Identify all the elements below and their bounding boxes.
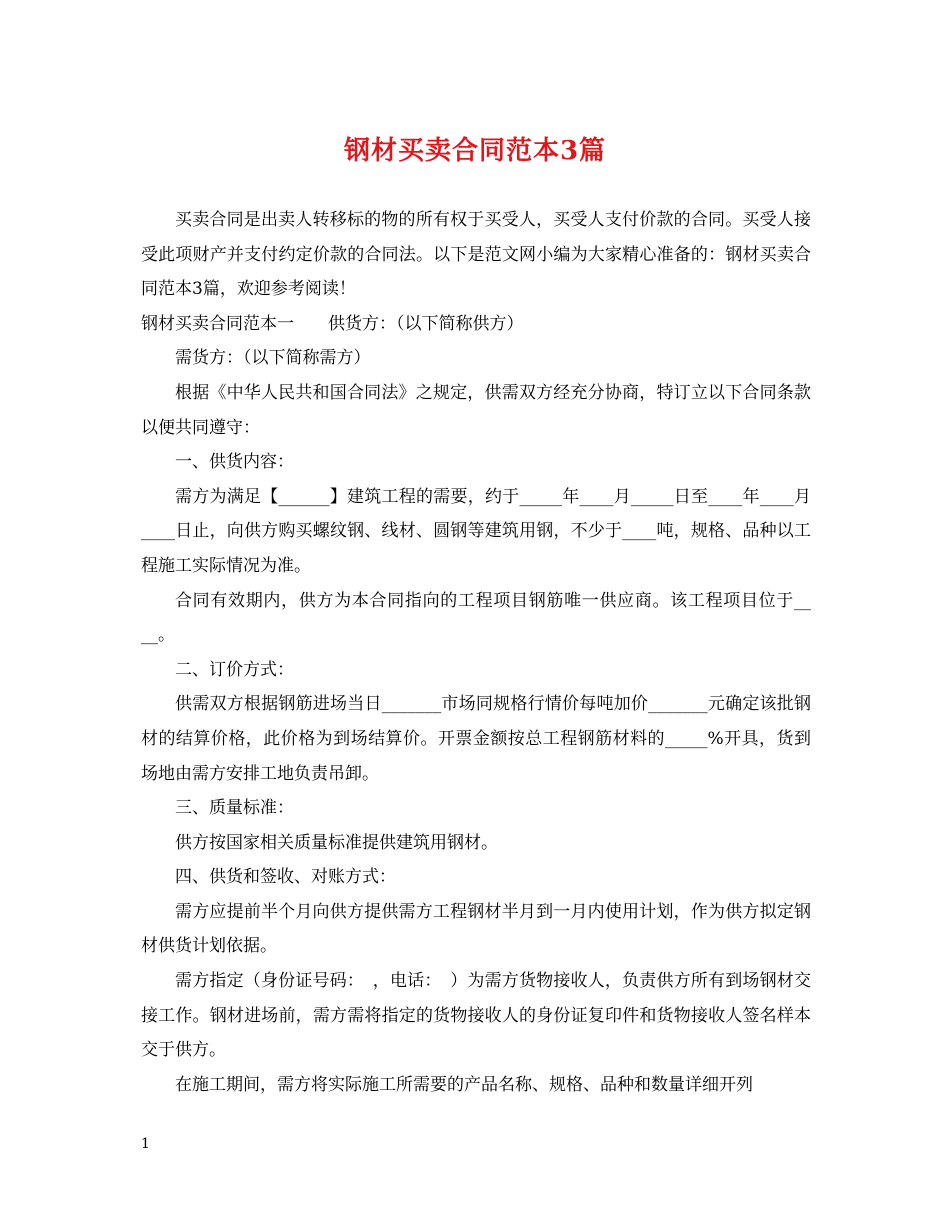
body-paragraph: 买卖合同是出卖人转移标的物的所有权于买受人，买受人支付价款的合同。买受人接受此项财产并支付约定价款的合同法。以下是范文网小编为大家精心准备的：钢材买卖合同范本3篇，欢迎参考阅读！ bbox=[141, 210, 811, 300]
body-paragraph: 需方指定（身份证号码： ，电话： ）为需方货物接收人，负责供方所有到场钢材交接工作。钢材进场前，需方需将指定的货物接收人的身份证复印件和货物接收人签名样本交于供方。 bbox=[141, 971, 811, 1061]
body-paragraph: 合同有效期内，供方为本合同指向的工程项目钢筋唯一供应商。该工程项目位于__ __。 bbox=[141, 590, 811, 646]
body-paragraph: 需方为满足【______】建筑工程的需要，约于_____年____月_____日至____年____月____日止，向供方购买螺纹钢、线材、圆钢等建筑用钢，不少于____吨，规格、品种以工程施工实际情况为准。 bbox=[141, 486, 811, 576]
page-number: 1 bbox=[141, 1136, 150, 1152]
body-paragraph: 钢材买卖合同范本一 供货方：（以下简称供方） bbox=[141, 313, 524, 334]
body-paragraph: 需方应提前半个月向供方提供需方工程钢材半月到一月内使用计划，作为供方拟定钢材供货计划依据。 bbox=[141, 901, 811, 957]
document-title: 钢材买卖合同范本3篇 bbox=[343, 136, 607, 166]
body-paragraph: 供需双方根据钢筋进场当日_______市场同规格行情价每吨加价_______元确定该批钢材的结算价格，此价格为到场结算价。开票金额按总工程钢筋材料的_____%开具，货到场地由需方安排工地负责吊卸。 bbox=[141, 694, 811, 784]
body-paragraph: 供方按国家相关质量标准提供建筑用钢材。 bbox=[175, 832, 498, 853]
body-paragraph: 根据《中华人民共和国合同法》之规定，供需双方经充分协商，特订立以下合同条款以便共同遵守： bbox=[141, 382, 811, 438]
document-body bbox=[141, 203, 811, 1102]
body-paragraph: 在施工期间，需方将实际施工所需要的产品名称、规格、品种和数量详细开列 bbox=[175, 1074, 753, 1095]
body-paragraph: 需货方：（以下简称需方） bbox=[175, 348, 371, 369]
body-paragraph: 四、供货和签收、对账方式： bbox=[175, 867, 396, 888]
body-paragraph: 一、供货内容： bbox=[175, 452, 294, 473]
body-paragraph: 三、质量标准： bbox=[175, 798, 294, 819]
body-paragraph: 二、订价方式： bbox=[175, 659, 294, 680]
